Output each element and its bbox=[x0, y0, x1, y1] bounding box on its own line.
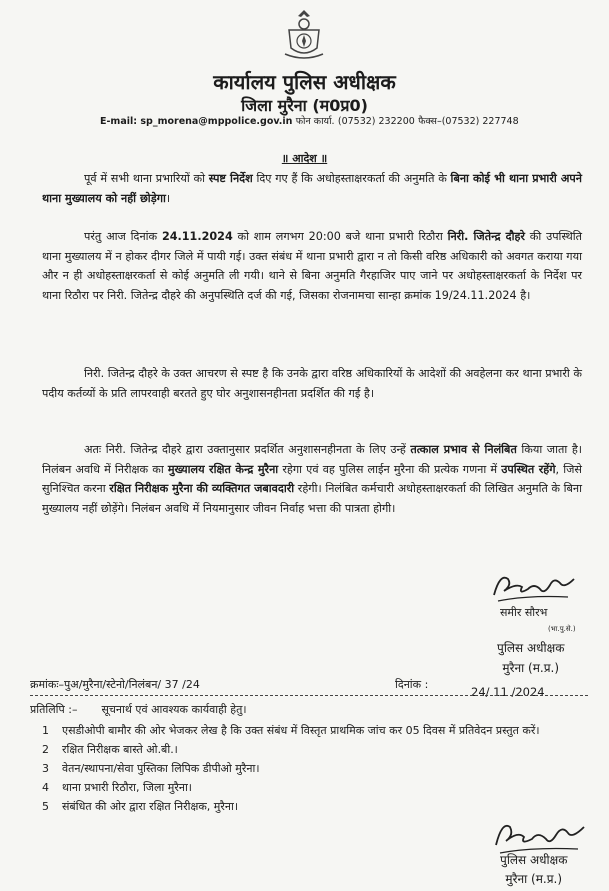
copy-label: प्रतिलिपि :– bbox=[30, 703, 78, 716]
district-title: जिला मुरैना (म0प्र0) bbox=[241, 96, 368, 115]
paragraph-2: परंतु आज दिनांक 24.11.2024 को शाम लगभग 20:00 बजे थाना प्रभारी रिठौरा निरी. जितेन्द्र दौहरे की उपस्थिति थाना मुख्यालय में न होकर दीगर जिले में पायी गई। उक्त संबंध में थाना प्रभारी द्वारा न तो किसी वरिष्ठ अधिकारी को अवगत कराया गया और न ही अधोहस्ताक्षरकर्ता से कोई अनुमति ली गयी। थाने से बिना अनुमति गैरहाजिर पाए जाने पर अधोहस्ताक्षरकर्ता के निर्देश पर थाना रिठौरा पर निरी. जितेन्द्र दौहरे की अनुपस्थिति दर्ज की गई, जिसका रोजनामचा सान्हा क्रमांक 19/24.11.2024 है। bbox=[42, 230, 582, 302]
reference-date: 24/ 11 /2024 bbox=[471, 685, 545, 699]
fax-number: –(07532) 227748 bbox=[436, 116, 519, 127]
list-item: 5 संबंधित की ओर द्वारा रक्षित निरीक्षक, मुरैना। bbox=[42, 800, 238, 813]
signatory-name: समीर सौरभ bbox=[500, 606, 548, 619]
order-heading: ॥ आदेश ॥ bbox=[281, 152, 328, 165]
signatory-designation: पुलिस अधीक्षक bbox=[497, 641, 565, 655]
copy-purpose: सूचनार्थ एवं आवश्यक कार्यवाही हेतु। bbox=[101, 703, 247, 716]
list-item: 2 रक्षित निरीक्षक बास्ते ओ.बी.। bbox=[42, 743, 178, 756]
email-label: E-mail: bbox=[100, 116, 138, 127]
paragraph-4: अतः निरी. जितेन्द्र दौहरे द्वारा उक्तानुसार प्रदर्शित अनुशासनहीनता के लिए उन्हें तत्काल प्रभाव से निलंबित किया जाता है। निलंबन अवधि में निरीक्षक का मुख्यालय रक्षित केन्द्र मुरैना रहेगा एवं वह पुलिस लाईन मुरैना की प्रत्येक गणना में उपस्थित रहेंगे, जिसे सुनिश्चित करना रक्षित निरीक्षक मुरैना की व्यक्तिगत जबावदारी रहेगी। निलंबित कर्मचारी अधोहस्ताक्षरकर्ता की लिखित अनुमति के बिना मुख्यालय नहीं छोड़ेंगे। निलंबन अवधि में नियमानुसार जीवन निर्वाह भत्ता की पात्रता होगी। bbox=[42, 443, 583, 515]
list-item: 3 वेतन/स्थापना/सेवा पुस्तिका लिपिक डीपीओ मुरैना। bbox=[42, 762, 260, 775]
list-item: 4 थाना प्रभारी रिठौरा, जिला मुरैना। bbox=[42, 781, 192, 794]
phone-number: (07532) 232200 bbox=[337, 116, 415, 127]
reference-number: क्रमांकः–पुअ/मुरैना/स्टेनो/निलंबन/ 37 /24 bbox=[30, 678, 200, 691]
signatory-place: मुरैना (म.प्र.) bbox=[502, 661, 560, 675]
paragraph-3: निरी. जितेन्द्र दौहरे के उक्त आचरण से स्पष्ट है कि उनके द्वारा वरिष्ठ अधिकारियों के आदेशों की अवहेलना कर थाना प्रभारी के पदीय कर्तव्यों के प्रति लापरवाही बरतते हुए घोर अनुशासनहीनता प्रदर्शित की गई है। bbox=[42, 367, 582, 400]
copy-list bbox=[42, 721, 582, 816]
divider bbox=[30, 695, 588, 696]
phone-label: फोन कार्या. bbox=[295, 116, 335, 127]
copy-place: मुरैना (म.प्र.) bbox=[505, 872, 563, 886]
office-title: कार्यालय पुलिस अधीक्षक bbox=[213, 70, 396, 94]
signature-icon bbox=[488, 565, 578, 607]
signatory-qualification: (भा.पु.से.) bbox=[548, 625, 576, 633]
fax-label: फैक्स bbox=[418, 116, 437, 127]
signatory-designation-block bbox=[497, 638, 564, 678]
list-item: 1 एसडीओपी बामौर की ओर भेजकर लेख है कि उक्त संबंध में विस्तृत प्राथमिक जांच कर 05 दिवस में प्रतिवेदन प्रस्तुत करें। bbox=[42, 724, 540, 737]
copy-signatory-block bbox=[500, 851, 567, 889]
copy-designation: पुलिस अधीक्षक bbox=[500, 853, 568, 867]
paragraph-1: पूर्व में सभी थाना प्रभारियों को स्पष्ट निर्देश दिए गए हैं कि अधोहस्ताक्षरकर्ता की अनुमति के बिना कोई भी थाना प्रभारी अपने थाना मुख्यालय को नहीं छोड़ेगा। bbox=[42, 172, 582, 205]
date-label: दिनांक : bbox=[395, 678, 429, 691]
email-address: sp_morena@mppolice.gov.in bbox=[140, 116, 293, 127]
mp-police-emblem-icon bbox=[281, 8, 327, 60]
copy-heading bbox=[30, 702, 247, 717]
contact-line bbox=[100, 114, 519, 127]
